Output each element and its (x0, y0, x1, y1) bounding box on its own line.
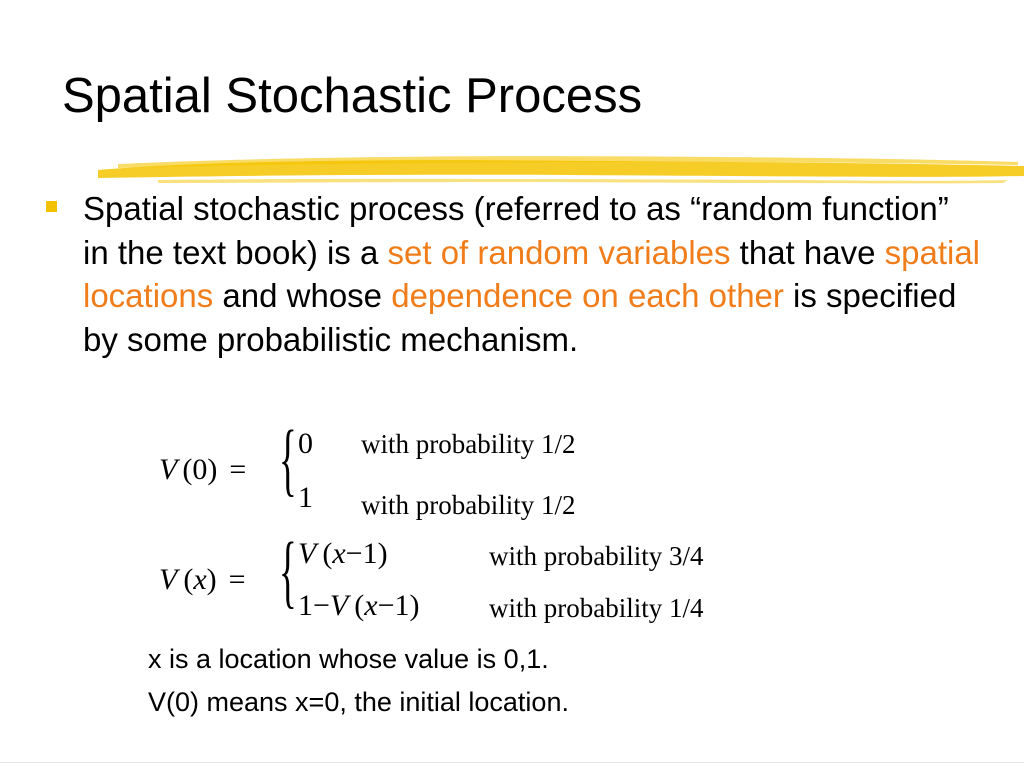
formula-2-arg-close: ) (206, 563, 217, 596)
formula-2-case-1-var: x (332, 537, 346, 570)
text-segment: and whose (213, 277, 392, 314)
formula-1-lhs (159, 453, 246, 487)
formula-2-case-2-fn: V (329, 589, 349, 622)
footer-divider (0, 762, 1024, 763)
formula-2-case-1-prob: with probability 3/4 (489, 541, 704, 571)
formula-2-fn: V (159, 563, 178, 596)
formula-1-case-2-value: 1 (298, 481, 313, 514)
formula-2-case-2-prob: with probability 1/4 (489, 593, 704, 623)
highlighted-phrase: spatial locations (83, 233, 981, 314)
formula-2-case-1-value (298, 537, 388, 571)
highlighted-phrase: dependence on each other (391, 277, 784, 314)
formula-1-arg: (0) (182, 453, 218, 486)
formula-2-lhs (159, 563, 246, 597)
text-segment: that have (730, 233, 885, 271)
note-initial-location: V(0) means x=0, the initial location. (148, 687, 569, 717)
bullet-paragraph (83, 187, 983, 361)
formula-1-case-1-prob: with probability 1/2 (361, 429, 576, 459)
formula-2-case-2-lead: 1− (298, 589, 330, 622)
slide-title: Spatial Stochastic Process (62, 69, 643, 123)
formula-1-equals: = (229, 453, 247, 486)
title-underline-brush (98, 150, 1024, 186)
text-segment: Spatial stochastic process (referred to as “random function” in the text book) is a (83, 190, 949, 271)
highlighted-phrase: set of random variables (387, 233, 731, 271)
formula-2-case-1-rest: −1) (345, 537, 388, 570)
text-segment: is specified by some probabilistic mechanism. (83, 277, 957, 358)
note-location-values: x is a location whose value is 0,1. (148, 644, 549, 674)
formula-2-arg-var: x (193, 563, 207, 596)
formula-2-case-2-open: ( (354, 589, 365, 622)
formula-2-brace: { (279, 525, 297, 616)
formula-1-brace: { (279, 413, 297, 504)
formula-1-case-2-prob: with probability 1/2 (361, 490, 576, 520)
formula-1-case-1-value: 0 (298, 427, 313, 460)
formula-2-arg-open: ( (183, 563, 194, 596)
formula-1-fn: V (159, 453, 178, 486)
formula-2-case-2-rest: −1) (377, 589, 420, 622)
formula-2-case-2-var: x (364, 589, 378, 622)
formula-2-case-2-value (298, 589, 420, 623)
formula-2-case-1-fn: V (298, 537, 317, 570)
formula-2-case-1-open: ( (322, 537, 333, 570)
bullet-marker (46, 201, 57, 212)
formula-2-equals: = (228, 563, 246, 596)
